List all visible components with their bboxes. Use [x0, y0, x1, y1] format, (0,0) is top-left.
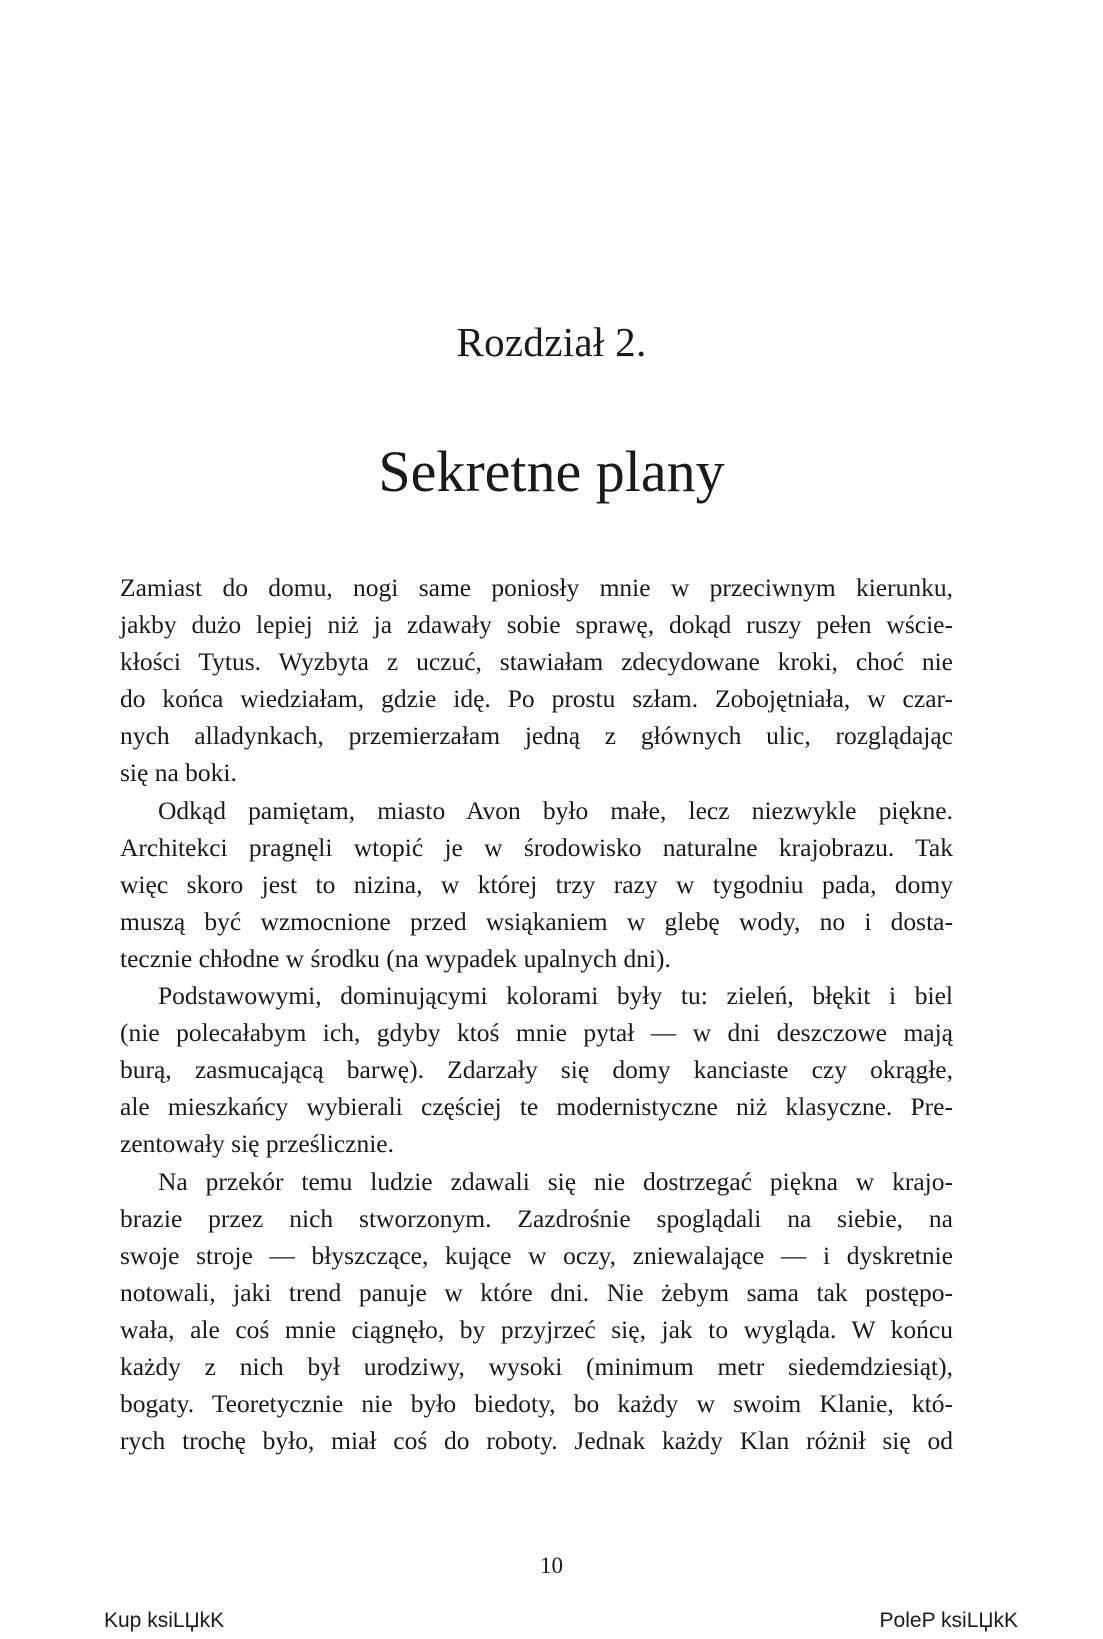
text-line: burą, zasmucającą barwę). Zdarzały się domy kanciaste czy okrągłe, — [120, 1055, 953, 1085]
text-line: wała, ale coś mnie ciągnęło, by przyjrzeć się, jak to wygląda. W końcu — [120, 1314, 953, 1344]
text-line: Odkąd pamiętam, miasto Avon było małe, lecz niezwykle piękne. — [158, 795, 953, 825]
text-line: Zamiast do domu, nogi same poniosły mnie w przeciwnym kierunku, — [120, 573, 953, 602]
buy-book-link[interactable]: Kup ksiLЏkK — [104, 1609, 225, 1632]
paragraph-1 — [120, 569, 953, 792]
text-line: do końca wiedziałam, gdzie idę. Po prostu szłam. Zobojętniała, w czar- — [120, 684, 953, 714]
text-line: bogaty. Teoretycznie nie było biedoty, bo każdy w swoim Klanie, któ- — [120, 1389, 953, 1419]
recommend-book-link[interactable]: PoleP ksiLЏkK — [879, 1609, 1018, 1632]
text-line: Architekci pragnęli wtopić je w środowisko naturalne krajobrazu. Tak — [120, 832, 953, 862]
text-line: się na boki. — [120, 758, 237, 788]
text-line: rych trochę było, miał coś do roboty. Jednak każdy Klan różnił się od — [120, 1426, 953, 1456]
text-line: (nie polecałabym ich, gdyby ktoś mnie pytał — w dni deszczowe mają — [120, 1018, 953, 1048]
text-line: kłości Tytus. Wyzbyta z uczuć, stawiałam zdecydowane kroki, choć nie — [120, 647, 953, 677]
text-line: ale mieszkańcy wybierali częściej te modernistyczne niż klasyczne. Pre- — [120, 1092, 953, 1122]
text-line: więc skoro jest to nizina, w której trzy razy w tygodniu pada, domy — [120, 869, 953, 899]
paragraph-3 — [120, 977, 953, 1162]
text-line: swoje stroje — błyszczące, kujące w oczy, zniewalające — i dyskretnie — [120, 1240, 953, 1270]
body-text — [120, 569, 953, 1459]
chapter-number: Rozdział 2. — [456, 319, 647, 365]
text-line: tecznie chłodne w środku (na wypadek upalnych dni). — [120, 943, 671, 973]
text-line: muszą być wzmocnione przed wsiąkaniem w glebę wody, no i dosta- — [120, 906, 953, 936]
paragraph-2 — [120, 792, 953, 977]
text-line: brazie przez nich stworzonym. Zazdrośnie spoglądali na siebie, na — [120, 1203, 953, 1233]
text-line: jakby dużo lepiej niż ja zdawały sobie sprawę, dokąd ruszy pełen wście- — [120, 610, 953, 640]
paragraph-4 — [120, 1163, 953, 1460]
text-line: Na przekór temu ludzie zdawali się nie dostrzegać piękna w krajo- — [158, 1166, 953, 1196]
text-line: każdy z nich był urodziwy, wysoki (minimum metr siedemdziesiąt), — [120, 1351, 953, 1381]
text-line: notowali, jaki trend panuje w które dni. Nie żebym sama tak postępo- — [120, 1277, 953, 1307]
page-number: 10 — [540, 1553, 563, 1578]
chapter-title: Sekretne plany — [378, 439, 725, 504]
text-line: nych alladynkach, przemierzałam jedną z głównych ulic, rozglądając — [120, 721, 953, 751]
text-line: Podstawowymi, dominującymi kolorami były tu: zieleń, błękit i biel — [158, 981, 953, 1011]
text-line: zentowały się prześlicznie. — [120, 1129, 395, 1159]
